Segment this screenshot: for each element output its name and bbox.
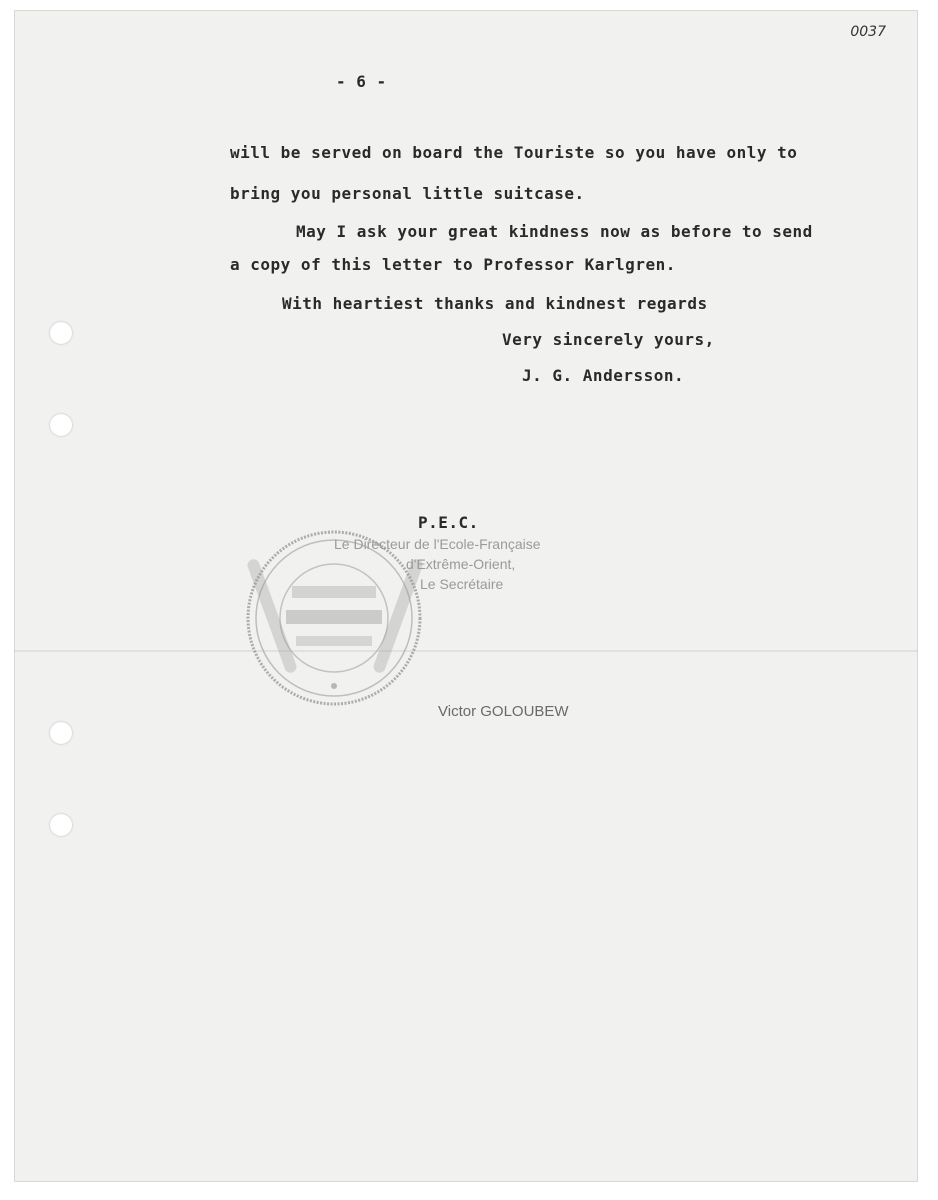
- letter-line: a copy of this letter to Professor Karlgren.: [230, 255, 676, 274]
- stamp-line-2: d'Extrême-Orient,: [406, 556, 516, 572]
- stamp-line-3: Le Secrétaire: [420, 576, 504, 592]
- page-number: - 6 -: [336, 72, 387, 91]
- stamp-line-1: Le Directeur de l'Ecole-Française: [334, 536, 541, 552]
- punch-hole: [50, 414, 72, 436]
- stamp-signer: Victor GOLOUBEW: [438, 703, 569, 720]
- punch-hole: [50, 814, 72, 836]
- document-page: [14, 10, 918, 1182]
- fold-crease: [14, 650, 918, 652]
- archive-number: 0037: [850, 24, 886, 40]
- signature: J. G. Andersson.: [522, 366, 685, 385]
- punch-hole: [50, 322, 72, 344]
- round-seal-stamp: [242, 526, 426, 710]
- letter-line: will be served on board the Touriste so you have only to: [230, 143, 798, 162]
- stamp-initials: P.E.C.: [418, 513, 479, 532]
- letter-line: With heartiest thanks and kindnest regards: [282, 294, 708, 313]
- closing: Very sincerely yours,: [502, 330, 715, 349]
- letter-line: bring you personal little suitcase.: [230, 184, 585, 203]
- letter-line: May I ask your great kindness now as before to send: [296, 222, 813, 241]
- punch-hole: [50, 722, 72, 744]
